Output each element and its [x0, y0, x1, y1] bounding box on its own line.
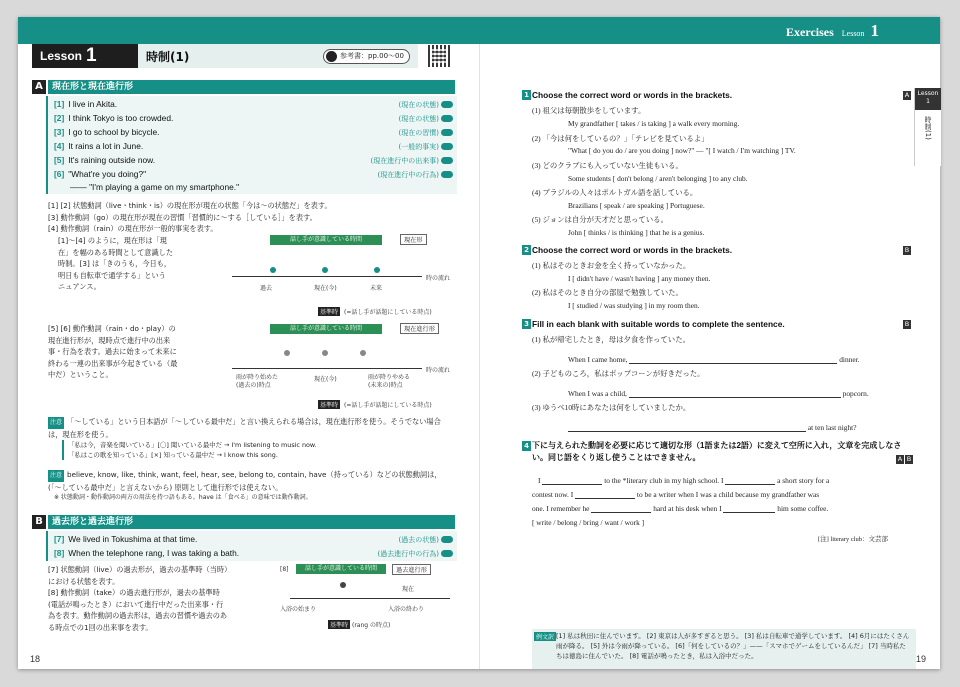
section-b-explanation: [7] 状態動詞（live）の過去形が，過去の基準時（当時） における状態を表す。 [8] 動作動詞（take）の過去進行形が，過去の基準時 (電話が鳴ったとき）において進行中だった出来事・行 為を表す。動作動詞の過去形は，過去の習慣や過去のあ る時点での1回の出来事を表す。 — [48, 565, 232, 632]
q2-line-4: I [ studied / was studying ] in my room then. — [568, 301, 700, 310]
q4-choices: [ write / belong / bring / want / work ] — [532, 518, 645, 527]
example-8: [8] When the telephone rang, I was taking a bath. — [54, 548, 240, 558]
diagram-3-end: 入浴の終わり — [388, 606, 425, 613]
section-b-title: 過去形と過去進行形 — [48, 515, 455, 529]
q2-number: 2 — [522, 245, 531, 255]
diagram-2-speak: 基準時 — [320, 402, 339, 409]
diagram-3-line — [290, 598, 450, 599]
diagram-2-bar: 話し手が意識している時間 — [270, 324, 382, 334]
diagram-3-now: 現在 — [402, 586, 415, 593]
example-6: [6] "What're you doing?" — [54, 169, 147, 179]
q1-line-1: (1) 祖父は毎朝散歩をしています。 — [532, 106, 646, 115]
q1-line-5: (3) どのクラブにも入っていない生徒もいる。 — [532, 161, 683, 170]
section-b-header — [32, 515, 455, 529]
exercises-lesson-number: 1 — [870, 21, 879, 40]
q4-blank-3[interactable] — [575, 490, 635, 499]
q3-blank-1[interactable] — [629, 355, 837, 364]
diagram-1-speak-note: (=話し手が話題にしている時点) — [344, 309, 432, 316]
q3-level: B — [904, 320, 910, 328]
bicycle-icon — [322, 267, 328, 273]
q3-line-3: (2) 子どものころ，私はポップコーンが好きだった。 — [532, 369, 705, 378]
diagram-1-past: 過去 — [260, 285, 273, 292]
q2-level: B — [904, 246, 910, 254]
bicycle-icon — [374, 267, 380, 273]
q4-number: 4 — [522, 441, 531, 451]
q3-line-4: When I was a child, popcorn. — [568, 389, 869, 398]
q2-line-2: I [ didn't have / wasn't having ] any money then. — [568, 274, 711, 283]
note-2-small: ※ 状態動詞・動作動詞の両方の用法を持つ語もある。have は「食べる」の意味では動作動詞。 — [54, 494, 312, 501]
note-2-text: believe, know, like, think, want, feel, hear, see, belong to, contain, have（持っている）などの状態動詞は，(「～している最中だ」と言えないから) 原則として進行形では使えない。 — [48, 470, 442, 492]
example-5-tag: (現在進行中の出来事) — [370, 157, 439, 165]
exercises-word: Exercises — [786, 25, 834, 39]
note-1-examples — [62, 440, 460, 460]
q3-line-2: When I came home, dinner. — [568, 355, 860, 364]
note-1-label: 注意 — [48, 417, 64, 429]
q2-line-3: (2) 私はそのとき自分の部屋で勉強していた。 — [532, 288, 683, 297]
example-4-tag: (一般的事実) — [398, 143, 439, 151]
exercises-header — [786, 21, 879, 41]
q3-line-5: (3) ゆうべ10時にあなたは何をしていましたか。 — [532, 403, 691, 412]
bicycle-icon — [270, 267, 276, 273]
note-1 — [48, 416, 454, 440]
q2-line-1: (1) 私はそのときお金を全く持っていなかった。 — [532, 261, 691, 270]
example-6-tag: (現在進行中の行為) — [377, 171, 439, 179]
translation-text: [1] 私は秋田に住んでいます。 [2] 東京は人が多すぎると思う。 [3] 私は自転車で通学しています。 [4] 6月にはたくさん雨が降る。 [5] 外は今雨が降っている。 [6]「何をしているの？」——「スマホでゲームをしているんだ」 [7] 当時私たちは徳島に住んでいた。 [8] 電話が鳴ったとき，私は入浴中だった。 — [556, 632, 910, 660]
q3-number: 3 — [522, 319, 531, 329]
q1-line-7: (4) ブラジルの人々はポルトガル語を話している。 — [532, 188, 698, 197]
audio-icon[interactable] — [441, 550, 453, 557]
umbrella-icon — [322, 350, 328, 356]
q3-blank-3[interactable] — [568, 423, 806, 432]
example-2-tag: (現在の状態) — [398, 115, 439, 123]
q3-line-6: at ten last night? — [568, 423, 857, 432]
diagram-2-start: 雨が降り始めた (過去の)時点 — [236, 374, 279, 389]
q1-number: 1 — [522, 90, 531, 100]
q4-line-1: I to the *literary club in my high school. I a short story for a — [538, 476, 830, 485]
example-5: [5] It's raining outside now. — [54, 155, 156, 165]
diagram-1-flow: 時の流れ — [426, 275, 451, 282]
example-1: [1] I live in Akita. — [54, 99, 118, 109]
diagram-3-speak: 基準時 — [330, 622, 349, 629]
diagram-2-now: 現在(今) — [314, 376, 337, 383]
q4-blank-4[interactable] — [591, 504, 651, 513]
diagram-1-speak: 基準時 — [320, 309, 339, 316]
page-number-right: 19 — [916, 654, 927, 664]
cloud-icon — [360, 350, 366, 356]
left-page — [18, 44, 479, 669]
diagram-3-num: [8] — [280, 566, 289, 573]
q2-title: Choose the correct word or words in the brackets. — [532, 245, 733, 255]
q3-blank-2[interactable] — [629, 389, 841, 398]
audio-icon[interactable] — [441, 129, 453, 136]
diagram-2-speak-note: (=話し手が話題にしている時点) — [344, 402, 432, 409]
diagram-1-bar: 話し手が意識している時間 — [270, 235, 382, 245]
example-7-tag: (過去の状態) — [398, 536, 439, 544]
example-3-tag: (現在の習慣) — [398, 129, 439, 137]
side-tab-lesson: Lesson 1 — [915, 88, 941, 110]
translation-box — [532, 629, 916, 669]
q1-line-6: Some students [ don't belong / aren't belonging ] to any club. — [568, 174, 748, 183]
q3-title: Fill in each blank with suitable words to complete the sentence. — [532, 319, 785, 329]
example-6-reply: —— "I'm playing a game on my smartphone." — [70, 182, 240, 192]
past-progressive-diagram — [280, 564, 456, 634]
note-2-label: 注意 — [48, 470, 64, 482]
q4-level-b: B — [906, 455, 912, 463]
example-8-tag: (過去進行中の行為) — [377, 550, 439, 558]
section-b-examples — [46, 531, 457, 561]
q4-level-a: A — [897, 455, 903, 463]
q1-line-4: "What [ do you do / are you doing ] now?" — "[ I watch / I'm watching ] TV. — [568, 146, 796, 155]
diagram-3-start: 入浴の始まり — [280, 606, 317, 613]
lesson-title: 時制(1) — [146, 50, 190, 64]
q3-line-1: (1) 私が帰宅したとき，母は夕食を作っていた。 — [532, 335, 690, 344]
section-a-explanation-2: [1]～[4] のように，現在形は「現 在」を幅のある時間として意識した 時制。[3] は「きのうも，今日も， 明日も自転車で通学する」という ニュアンス。 — [58, 236, 174, 291]
q4-line-3: one. I remember he hard at his desk when I him some coffee. — [532, 504, 829, 513]
q1-line-3: (2) 「今は何をしているの？」「テレビを見ているよ」 — [532, 134, 709, 143]
side-tab-title: 時制(1) — [924, 116, 932, 140]
audio-icon[interactable] — [441, 143, 453, 150]
q4-blank-2[interactable] — [725, 476, 775, 485]
q4-blank-1[interactable] — [542, 476, 602, 485]
diagram-3-speak-note: (rang の時点) — [352, 622, 391, 629]
q4-line-2: contest now. I to be a writer when I was a child because my grandfather was — [532, 490, 820, 499]
section-a-header — [32, 80, 455, 94]
book-spread — [18, 17, 940, 669]
section-a-title: 現在形と現在進行形 — [48, 80, 455, 94]
q1-level: A — [904, 91, 910, 99]
diagram-3-bar: 話し手が意識している時間 — [296, 564, 386, 574]
diagram-1-tag: 現在形 — [400, 234, 427, 245]
audio-icon[interactable] — [441, 101, 453, 108]
q1-line-2: My grandfather [ takes / is taking ] a walk every morning. — [568, 119, 740, 128]
example-1-tag: (現在の状態) — [398, 101, 439, 109]
q1-line-8: Brazilians [ speak / are speaking ] Portuguese. — [568, 201, 705, 210]
q1-line-9: (5) ジョンは自分が天才だと思っている。 — [532, 215, 668, 224]
exercises-lesson-word: Lesson — [841, 29, 865, 38]
section-a-letter: A — [32, 80, 46, 94]
q1-title: Choose the correct word or words in the brackets. — [532, 90, 733, 100]
translation-label: 例文訳 — [536, 634, 555, 641]
note-1-text: 「～している」という日本語が「～している最中だ」と言い換えられる場合は，現在進行形を使う。そうでない場合は，現在形を使う。 — [48, 417, 441, 439]
diagram-2-tag: 現在進行形 — [400, 323, 439, 334]
audio-icon[interactable] — [441, 115, 453, 122]
audio-icon[interactable] — [441, 157, 453, 164]
diagram-1-now: 現在(今) — [314, 285, 337, 292]
reference-text: 参考書：pp.00～00 — [340, 52, 404, 60]
section-a-examples — [46, 96, 457, 194]
diagram-2-line — [232, 368, 422, 369]
example-3: [3] I go to school by bicycle. — [54, 127, 160, 137]
lesson-number: 1 — [86, 45, 97, 66]
q4-note: [注] literary club：文芸部 — [818, 536, 889, 543]
note-1-example-1: 「私は今，音楽を聞いている」[〇] 聞いている最中だ → I'm listening to music now. — [68, 441, 317, 449]
audio-icon[interactable] — [441, 536, 453, 543]
diagram-3-tag: 過去進行形 — [392, 564, 431, 575]
q4-title: 下に与えられた動詞を必要に応じて適切な形（1語または2語）に変えて空所に入れ，文章を完成しなさい。同じ語をくり返し使うことはできません。 — [532, 441, 902, 462]
example-2: [2] I think Tokyo is too crowded. — [54, 113, 174, 123]
diagram-2-end: 雨が降りやめる (未来の)時点 — [368, 374, 411, 389]
note-2 — [48, 469, 454, 493]
example-4: [4] It rains a lot in June. — [54, 141, 144, 151]
diagram-2-flow: 時の流れ — [426, 367, 451, 374]
phone-icon — [340, 582, 346, 588]
right-page — [480, 44, 940, 669]
example-7: [7] We lived in Tokushima at that time. — [54, 534, 198, 544]
section-b-letter: B — [32, 515, 46, 529]
q4-blank-5[interactable] — [723, 504, 775, 513]
note-1-example-2: 「私はこの歌を知っている」[×] 知っている最中だ → I know this song. — [68, 451, 278, 459]
cloud-icon — [284, 350, 290, 356]
present-tense-diagram — [232, 231, 452, 326]
diagram-1-future: 未来 — [370, 285, 383, 292]
q1-line-10: John [ thinks / is thinking ] that he is a genius. — [568, 228, 705, 237]
side-tab — [914, 88, 941, 166]
lesson-word: Lesson — [40, 49, 83, 63]
page-number-left: 18 — [30, 654, 41, 664]
section-a-explanation-3: [5] [6] 動作動詞（rain・do・play）の 現在進行形が，現時点で進行中の出来 事・行為を表す。過去に始まって未来に 終わる一連の出来事が今起きている（最 中だ）ということ。 — [48, 324, 178, 379]
present-progressive-diagram — [232, 320, 452, 420]
diagram-1-line — [232, 276, 422, 277]
section-a-explanation-1: [1] [2] 状態動詞（live・think・is）の現在形が現在の状態「今は～の状態だ」を表す。 [3] 動作動詞（go）の現在形が現在の習慣「習慣的に～する［している］」を表す。 [4] 動作動詞（rain）の現在形が一般的事実を表す。 — [48, 201, 332, 233]
audio-icon[interactable] — [441, 171, 453, 178]
